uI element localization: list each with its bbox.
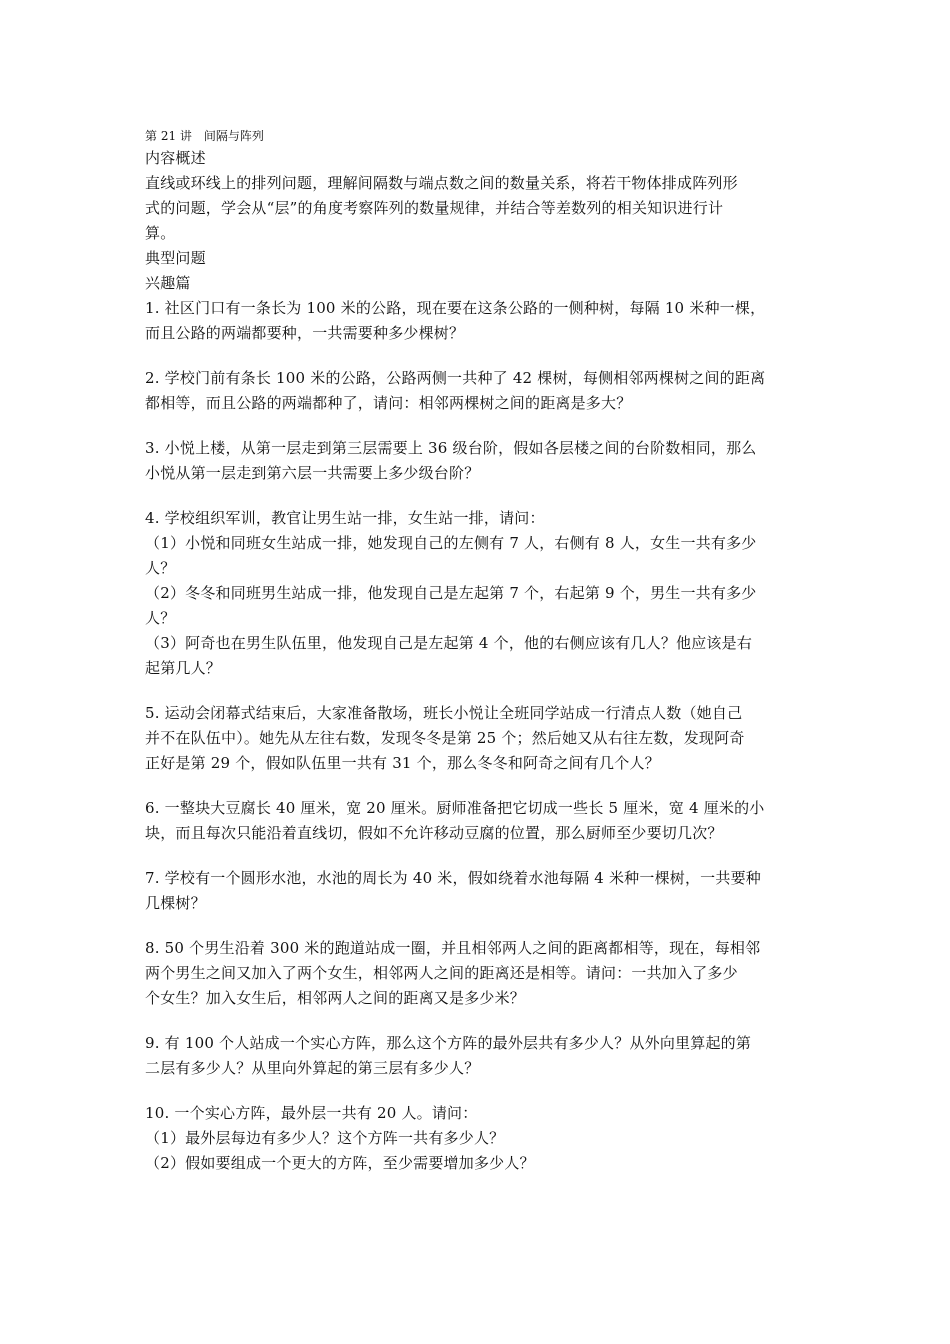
- subsection-heading: 兴趣篇: [145, 274, 191, 292]
- problem-6: [145, 796, 805, 846]
- problem-line: 起第几人？: [145, 659, 222, 677]
- problem-line: 10. 一个实心方阵，最外层一共有 20 人。请问：: [145, 1104, 478, 1122]
- problem-line: （1）小悦和同班女生站成一排，她发现自己的左侧有 7 人，右侧有 8 人，女生一共有多少: [145, 534, 757, 552]
- problem-4: [145, 506, 805, 681]
- problem-line: 5. 运动会闭幕式结束后，大家准备散场，班长小悦让全班同学站成一行清点人数（她自己: [145, 704, 743, 722]
- problem-5: [145, 701, 805, 776]
- overview-line: 式的问题，学会从“层”的角度考察阵列的数量规律，并结合等差数列的相关知识进行计: [145, 199, 724, 217]
- overview-line: 算。: [145, 224, 176, 242]
- spacer: [145, 346, 805, 366]
- problem-10: [145, 1101, 805, 1176]
- problem-line: 个女生？加入女生后，相邻两人之间的距离又是多少米？: [145, 989, 526, 1007]
- problem-9: [145, 1031, 805, 1081]
- problem-line: 4. 学校组织军训，教官让男生站一排，女生站一排，请问：: [145, 509, 545, 527]
- problem-line: 块，而且每次只能沿着直线切，假如不允许移动豆腐的位置，那么厨师至少要切几次？: [145, 824, 723, 842]
- problem-line: 6. 一整块大豆腐长 40 厘米，宽 20 厘米。厨师准备把它切成一些长 5 厘米，宽 4 厘米的小: [145, 799, 765, 817]
- problem-line: 人？: [145, 559, 176, 577]
- spacer: [145, 916, 805, 936]
- problem-line: （2）冬冬和同班男生站成一排，他发现自己是左起第 7 个，右起第 9 个，男生一共有多少: [145, 584, 757, 602]
- problem-line: 9. 有 100 个人站成一个实心方阵，那么这个方阵的最外层共有多少人？从外向里算起的第: [145, 1034, 752, 1052]
- problem-line: 而且公路的两端都要种，一共需要种多少棵树？: [145, 324, 465, 342]
- problem-line: 2. 学校门前有条长 100 米的公路，公路两侧一共种了 42 棵树，每侧相邻两棵树之间的距离: [145, 369, 766, 387]
- spacer: [145, 776, 805, 796]
- overview-line: 直线或环线上的排列问题，理解间隔数与端点数之间的数量关系，将若干物体排成阵列形: [145, 174, 738, 192]
- spacer: [145, 846, 805, 866]
- problem-line: 7. 学校有一个圆形水池，水池的周长为 40 米，假如绕着水池每隔 4 米种一棵树，一共要种: [145, 869, 761, 887]
- section-heading: 典型问题: [145, 249, 206, 267]
- problem-8: [145, 936, 805, 1011]
- spacer: [145, 1081, 805, 1101]
- spacer: [145, 681, 805, 701]
- problem-line: 都相等，而且公路的两端都种了，请问：相邻两棵树之间的距离是多大？: [145, 394, 632, 412]
- problem-line: 二层有多少人？从里向外算起的第三层有多少人？: [145, 1059, 480, 1077]
- problem-line: 小悦从第一层走到第六层一共需要上多少级台阶？: [145, 464, 480, 482]
- document-page: [145, 126, 805, 1176]
- problem-line: 1. 社区门口有一条长为 100 米的公路，现在要在这条公路的一侧种树，每隔 10 米种一棵，: [145, 299, 766, 317]
- problem-line: 两个男生之间又加入了两个女生，相邻两人之间的距离还是相等。请问：一共加入了多少: [145, 964, 738, 982]
- spacer: [145, 416, 805, 436]
- overview-paragraph: [145, 171, 805, 246]
- problem-line: 正好是第 29 个，假如队伍里一共有 31 个，那么冬冬和阿奇之间有几个人？: [145, 754, 660, 772]
- spacer: [145, 1011, 805, 1031]
- problem-line: （2）假如要组成一个更大的方阵，至少需要增加多少人？: [145, 1154, 535, 1172]
- problem-line: 3. 小悦上楼，从第一层走到第三层需要上 36 级台阶，假如各层楼之间的台阶数相同，那么: [145, 439, 757, 457]
- overview-heading: 内容概述: [145, 149, 206, 167]
- problem-line: 8. 50 个男生沿着 300 米的跑道站成一圈，并且相邻两人之间的距离都相等，现在，每相邻: [145, 939, 761, 957]
- problem-line: 人？: [145, 609, 176, 627]
- spacer: [145, 486, 805, 506]
- problem-line: 几棵树？: [145, 894, 206, 912]
- problem-3: [145, 436, 805, 486]
- problem-line: （1）最外层每边有多少人？这个方阵一共有多少人？: [145, 1129, 505, 1147]
- problem-line: 并不在队伍中）。她先从左往右数，发现冬冬是第 25 个；然后她又从右往左数，发现阿奇: [145, 729, 745, 747]
- problem-7: [145, 866, 805, 916]
- problem-1: [145, 296, 805, 346]
- lecture-title: 第 21 讲 间隔与阵列: [145, 129, 264, 143]
- problem-2: [145, 366, 805, 416]
- problem-line: （3）阿奇也在男生队伍里，他发现自己是左起第 4 个，他的右侧应该有几人？他应该是右: [145, 634, 753, 652]
